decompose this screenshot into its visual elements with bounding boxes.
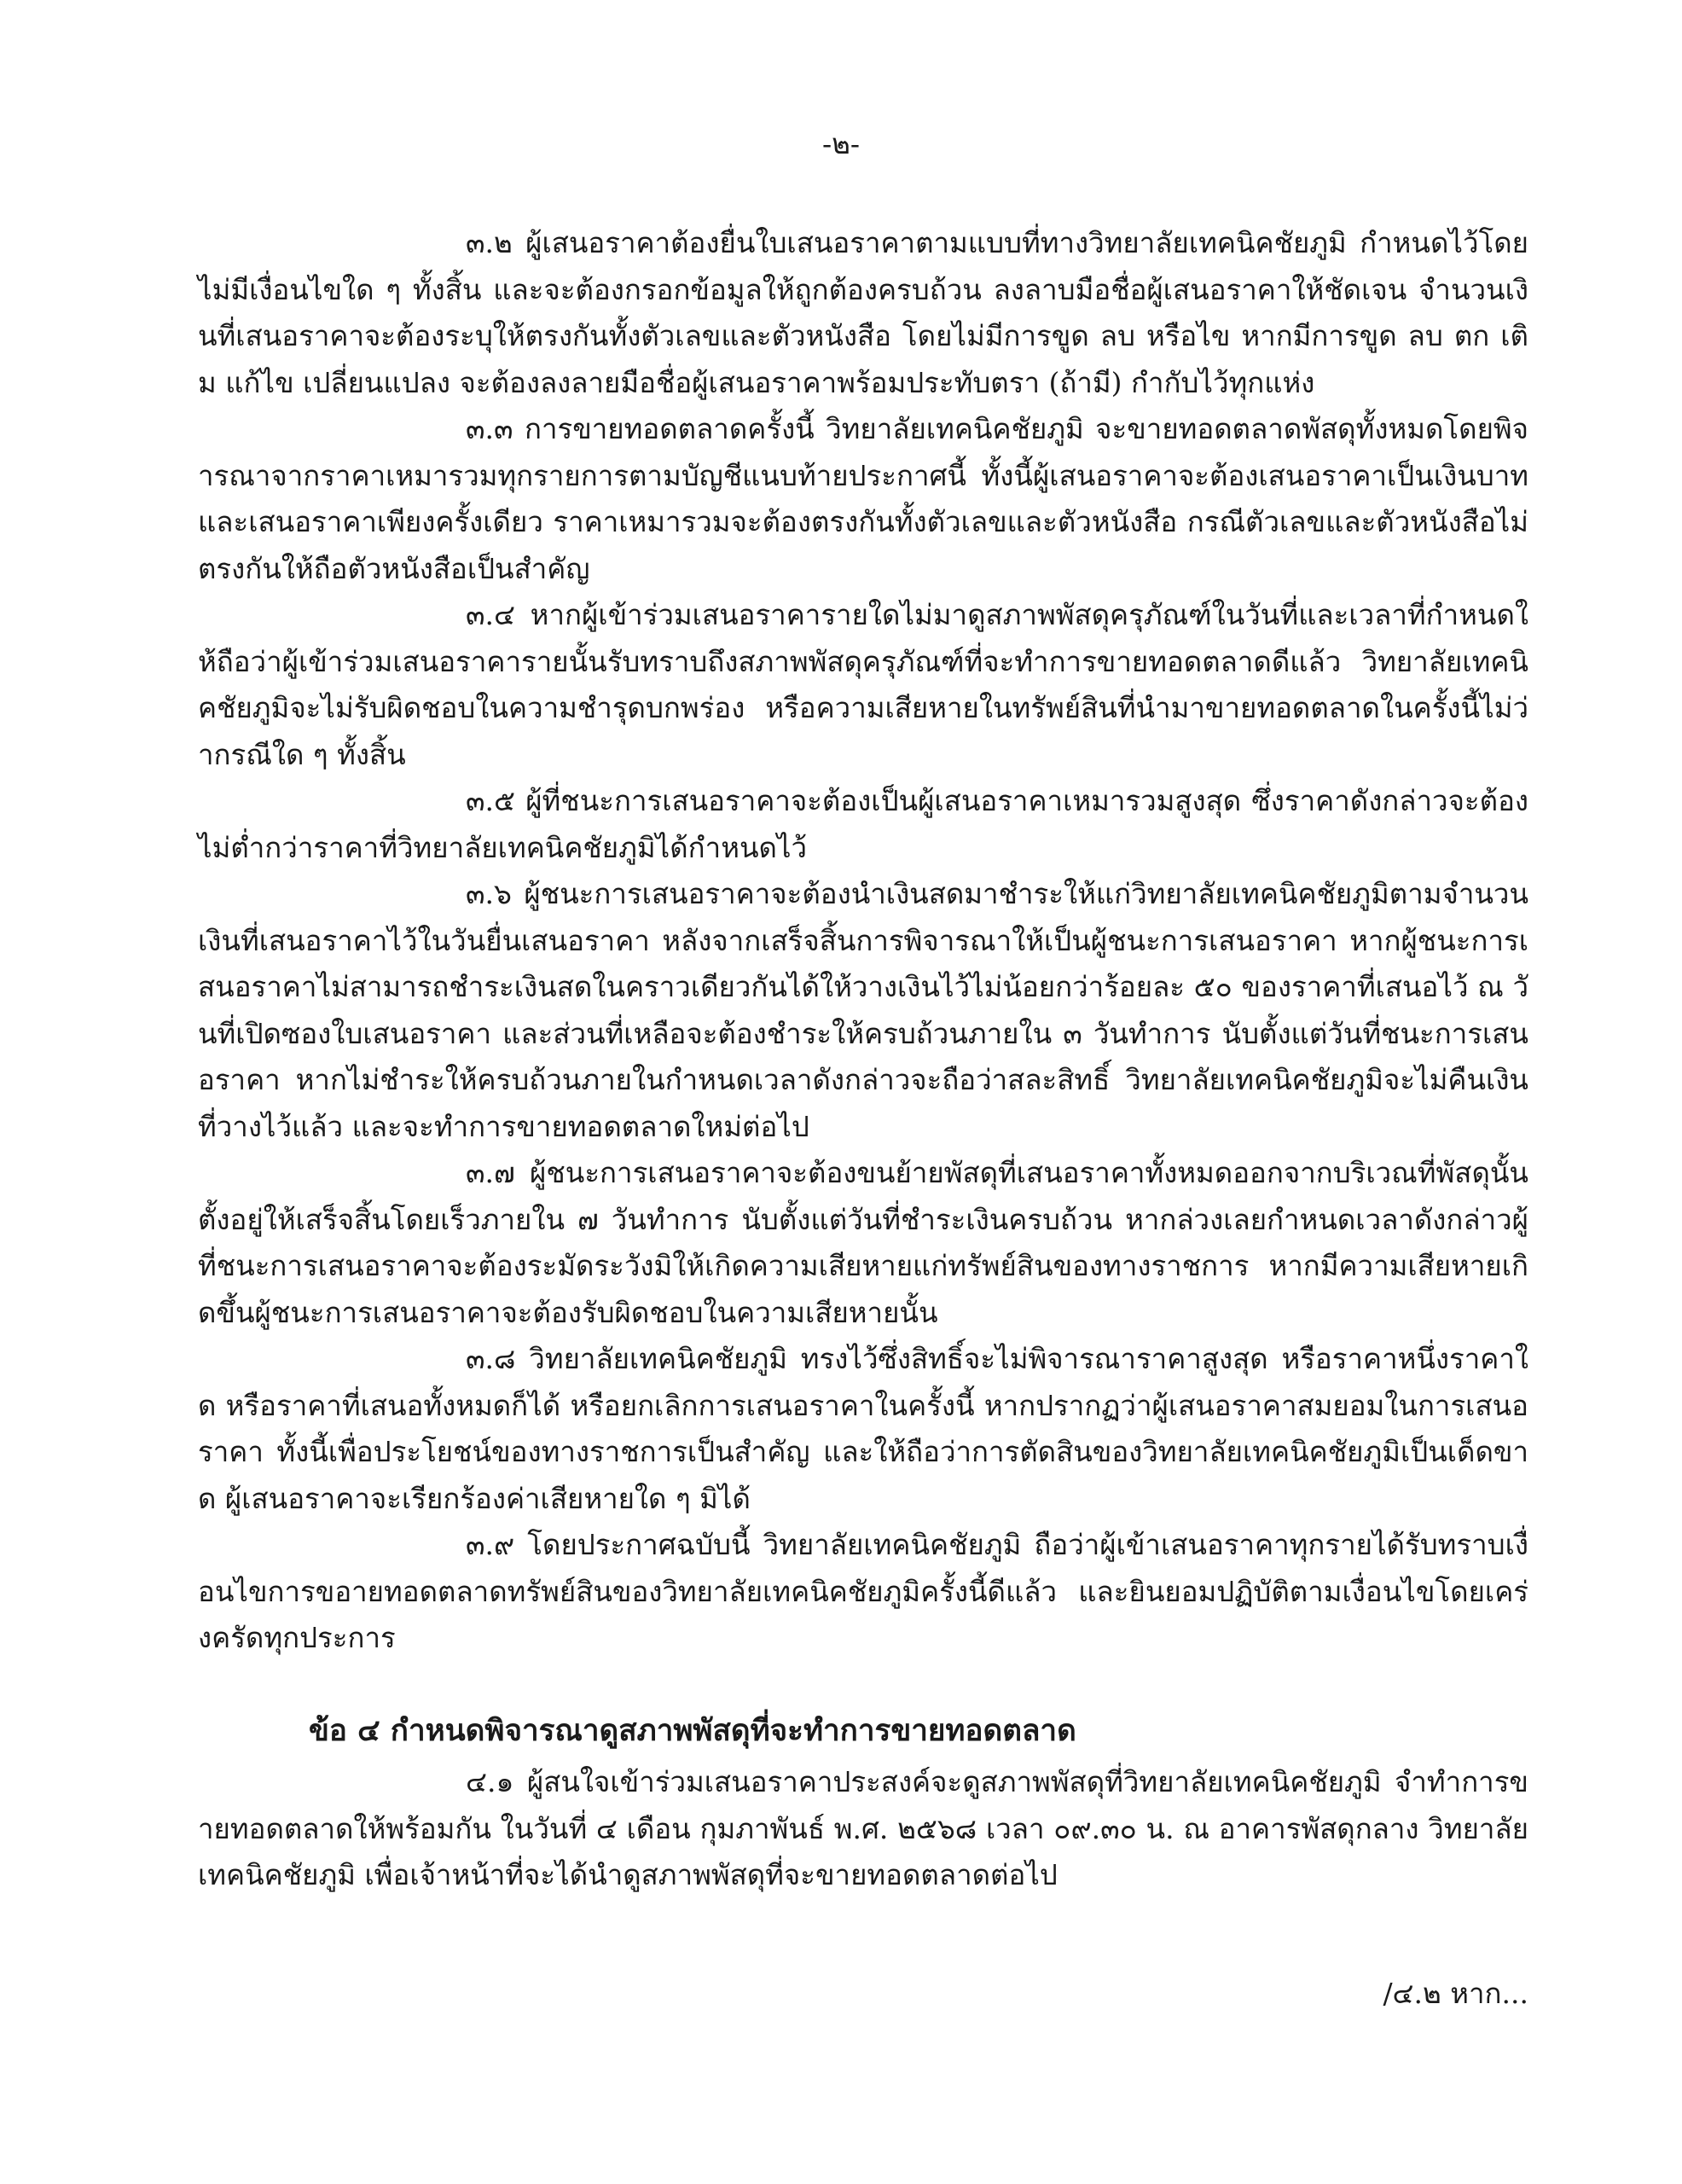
paragraph-3-8: ๓.๘ วิทยาลัยเทคนิคชัยภูมิ ทรงไว้ซึ่งสิทธิ์จะไม่พิจารณาราคาสูงสุด หรือราคาหนึ่งราคาใด หรือราคาที่เสนอทั้งหมดก็ได้ หรือยกเลิกการเสนอราคาในครั้งนี้ หากปรากฏว่าผู้เสนอราคาสมยอมในการเสนอราคา ทั้งนี้เพื่อประโยชน์ของทางราชการเป็นสำคัญ และให้ถือว่าการตัดสินของวิทยาลัยเทคนิคชัยภูมิเป็นเด็ดขาด ผู้เสนอราคาจะเรียกร้องค่าเสียหายใด ๆ มิได้ [198, 1342, 1528, 1515]
continuation-marker: /๔.๒ หาก... [1383, 1977, 1528, 2010]
paragraph-3-5: ๓.๕ ผู้ที่ชนะการเสนอราคาจะต้องเป็นผู้เสนอราคาเหมารวมสูงสุด ซึ่งราคาดังกล่าวจะต้องไม่ต่ำกว่าราคาที่วิทยาลัยเทคนิคชัยภูมิได้กำหนดไว้ [198, 784, 1528, 864]
paragraph-3-2: ๓.๒ ผู้เสนอราคาต้องยื่นใบเสนอราคาตามแบบที่ทางวิทยาลัยเทคนิคชัยภูมิ กำหนดไว้โดยไม่มีเงื่อนไขใด ๆ ทั้งสิ้น และจะต้องกรอกข้อมูลให้ถูกต้องครบถ้วน ลงลาบมือชื่อผู้เสนอราคาให้ชัดเจน จำนวนเงินที่เสนอราคาจะต้องระบุให้ตรงกันทั้งตัวเลขและตัวหนังสือ โดยไม่มีการขูด ลบ หรือไข หากมีการขูด ลบ ตก เติม แก้ไข เปลี่ยนแปลง จะต้องลงลายมือชื่อผู้เสนอราคาพร้อมประทับตรา (ถ้ามี) กำกับไว้ทุกแห่ง [198, 226, 1528, 399]
paragraph-3-3: ๓.๓ การขายทอดตลาดครั้งนี้ วิทยาลัยเทคนิคชัยภูมิ จะขายทอดตลาดพัสดุทั้งหมดโดยพิจารณาจากราคาเหมารวมทุกรายการตามบัญชีแนบท้ายประกาศนี้ ทั้งนี้ผู้เสนอราคาจะต้องเสนอราคาเป็นเงินบาทและเสนอราคาเพียงครั้งเดียว ราคาเหมารวมจะต้องตรงกันทั้งตัวเลขและตัวหนังสือ กรณีตัวเลขและตัวหนังสือไม่ตรงกันให้ถือตัวหนังสือเป็นสำคัญ [198, 412, 1528, 585]
paragraph-4-1: ๔.๑ ผู้สนใจเข้าร่วมเสนอราคาประสงค์จะดูสภาพพัสดุที่วิทยาลัยเทคนิคชัยภูมิ จำทำการขายทอดตลาดให้พร้อมกัน ในวันที่ ๔ เดือน กุมภาพันธ์ พ.ศ. ๒๕๖๘ เวลา ๐๙.๓๐ น. ณ อาคารพัสดุกลาง วิทยาลัยเทคนิคชัยภูมิ เพื่อเจ้าหน้าที่จะได้นำดูสภาพพัสดุที่จะขายทอดตลาดต่อไป [198, 1765, 1528, 1891]
paragraph-3-6: ๓.๖ ผู้ชนะการเสนอราคาจะต้องนำเงินสดมาชำระให้แก่วิทยาลัยเทคนิคชัยภูมิตามจำนวนเงินที่เสนอราคาไว้ในวันยื่นเสนอราคา หลังจากเสร็จสิ้นการพิจารณาให้เป็นผู้ชนะการเสนอราคา หากผู้ชนะการเสนอราคาไม่สามารถชำระเงินสดในคราวเดียวกันได้ให้วางเงินไว้ไม่น้อยกว่าร้อยละ ๕๐ ของราคาที่เสนอไว้ ณ วันที่เปิดซองใบเสนอราคา และส่วนที่เหลือจะต้องชำระให้ครบถ้วนภายใน ๓ วันทำการ นับตั้งแต่วันที่ชนะการเสนอราคา หากไม่ชำระให้ครบถ้วนภายในกำหนดเวลาดังกล่าวจะถือว่าสละสิทธิ์ วิทยาลัยเทคนิคชัยภูมิจะไม่คืนเงินที่วางไว้แล้ว และจะทำการขายทอดตลาดใหม่ต่อไป [198, 877, 1528, 1143]
paragraph-3-7: ๓.๗ ผู้ชนะการเสนอราคาจะต้องขนย้ายพัสดุที่เสนอราคาทั้งหมดออกจากบริเวณที่พัสดุนั้นตั้งอยู่ให้เสร็จสิ้นโดยเร็วภายใน ๗ วันทำการ นับตั้งแต่วันที่ชำระเงินครบถ้วน หากล่วงเลยกำหนดเวลาดังกล่าวผู้ที่ชนะการเสนอราคาจะต้องระมัดระวังมิให้เกิดความเสียหายแก่ทรัพย์สินของทางราชการ หากมีความเสียหายเกิดขึ้นผู้ชนะการเสนอราคาจะต้องรับผิดชอบในความเสียหายนั้น [198, 1156, 1528, 1329]
document-body [198, 220, 1528, 1899]
paragraph-3-4: ๓.๔ หากผู้เข้าร่วมเสนอราคารายใดไม่มาดูสภาพพัสดุครุภัณฑ์ในวันที่และเวลาที่กำหนดให้ถือว่าผู้เข้าร่วมเสนอราคารายนั้นรับทราบถึงสภาพพัสดุครุภัณฑ์ที่จะทำการขายทอดตลาดดีแล้ว วิทยาลัยเทคนิคชัยภูมิจะไม่รับผิดชอบในความชำรุดบกพร่อง หรือความเสียหายในทรัพย์สินที่นำมาขายทอดตลาดในครั้งนี้ไม่ว่ากรณีใด ๆ ทั้งสิ้น [198, 598, 1528, 771]
page-number: -๒- [821, 127, 861, 160]
paragraph-3-9: ๓.๙ โดยประกาศฉบับนี้ วิทยาลัยเทคนิคชัยภูมิ ถือว่าผู้เข้าเสนอราคาทุกรายได้รับทราบเงื่อนไขการขอายทอดตลาดทรัพย์สินของวิทยาลัยเทคนิคชัยภูมิครั้งนี้ดีแล้ว และยินยอมปฏิบัติตามเงื่อนไขโดยเคร่งครัดทุกประการ [198, 1528, 1528, 1654]
section-4-heading: ข้อ ๔ กำหนดพิจารณาดูสภาพพัสดุที่จะทำการขายทอดตลาด [309, 1712, 1076, 1748]
